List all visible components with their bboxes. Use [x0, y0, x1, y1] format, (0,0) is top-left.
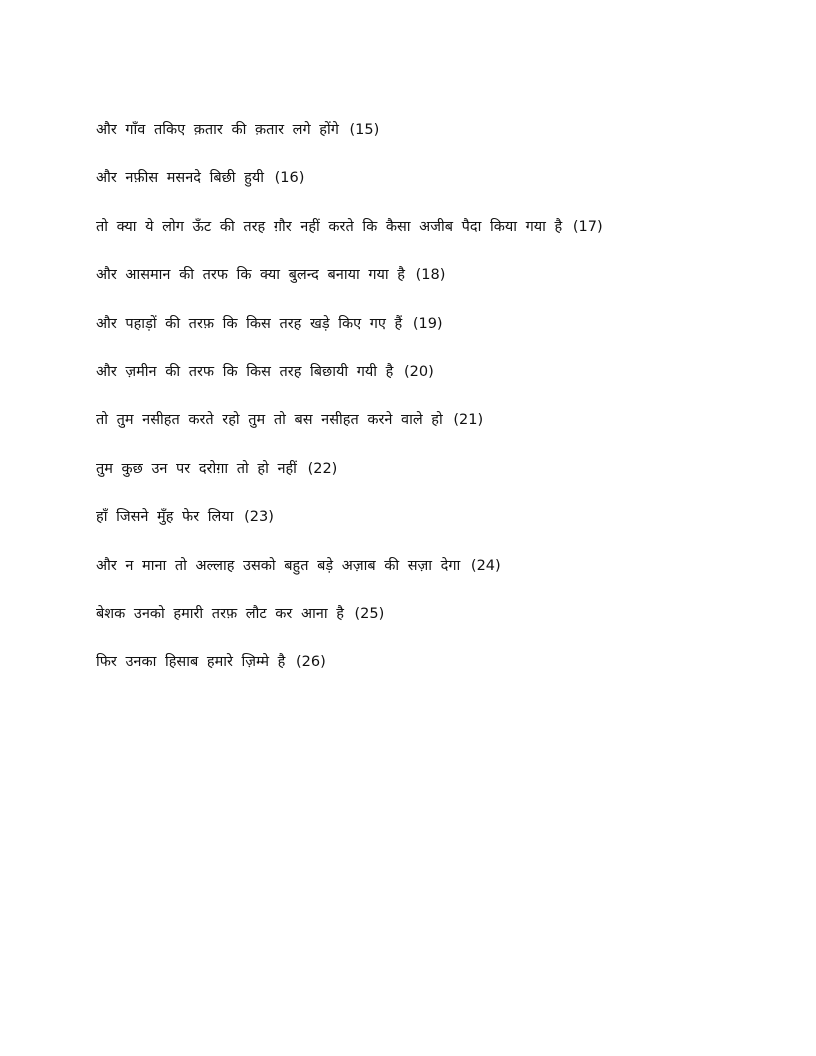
verse-line: [96, 407, 736, 455]
verse-line: [96, 601, 736, 649]
verse-text: और ज़मीन की तरफ कि किस तरह बिछायी गयी है: [96, 363, 394, 380]
verse-text: और पहाड़ों की तरफ़ कि किस तरह खड़े किए गए हैं: [96, 315, 403, 332]
verse-line: [96, 649, 736, 697]
verse-line: [96, 456, 736, 504]
verse-line: [96, 117, 736, 165]
verse-number: (16): [274, 170, 305, 187]
verse-number: (17): [572, 218, 603, 235]
verse-number: (25): [354, 605, 385, 622]
verse-number: (23): [244, 509, 274, 526]
verse-line: [96, 553, 736, 601]
verse-line: [96, 359, 736, 407]
verse-text: तुम कुछ उन पर दरोग़ा तो हो नहीं: [96, 460, 297, 477]
verse-line: [96, 504, 736, 552]
verse-text: और न माना तो अल्लाह उसको बहुत बड़े अज़ाब की सज़ा देगा: [96, 557, 461, 574]
verse-list: [96, 117, 736, 698]
verse-text: और गाँव तकिए क़तार की क़तार लगे होंगे: [96, 122, 339, 138]
verse-number: (20): [403, 363, 434, 380]
verse-text: तो तुम नसीहत करते रहो तुम तो बस नसीहत करने वाले हो: [96, 412, 443, 429]
verse-line: [96, 214, 736, 262]
verse-line: [96, 311, 736, 359]
verse-number: (19): [412, 315, 443, 332]
verse-line: [96, 262, 736, 310]
verse-number: (26): [295, 654, 326, 671]
verse-text: बेशक उनको हमारी तरफ़ लौट कर आना है: [96, 605, 344, 622]
verse-text: हाँ जिसने मुँह फेर लिया: [96, 509, 234, 526]
verse-number: (18): [415, 267, 446, 284]
verse-number: (24): [470, 557, 501, 574]
verse-text: फिर उनका हिसाब हमारे ज़िम्मे है: [96, 654, 286, 671]
verse-text: और नफ़ीस मसनदे बिछी हुयी: [96, 170, 265, 187]
verse-number: (15): [349, 122, 380, 138]
verse-text: और आसमान की तरफ कि क्या बुलन्द बनाया गया है: [96, 267, 405, 284]
verse-number: (22): [307, 460, 338, 477]
verse-line: [96, 165, 736, 213]
verse-number: (21): [453, 412, 484, 429]
verse-text: तो क्या ये लोग ऊँट की तरह ग़ौर नहीं करते कि कैसा अजीब पैदा किया गया है: [96, 218, 563, 235]
